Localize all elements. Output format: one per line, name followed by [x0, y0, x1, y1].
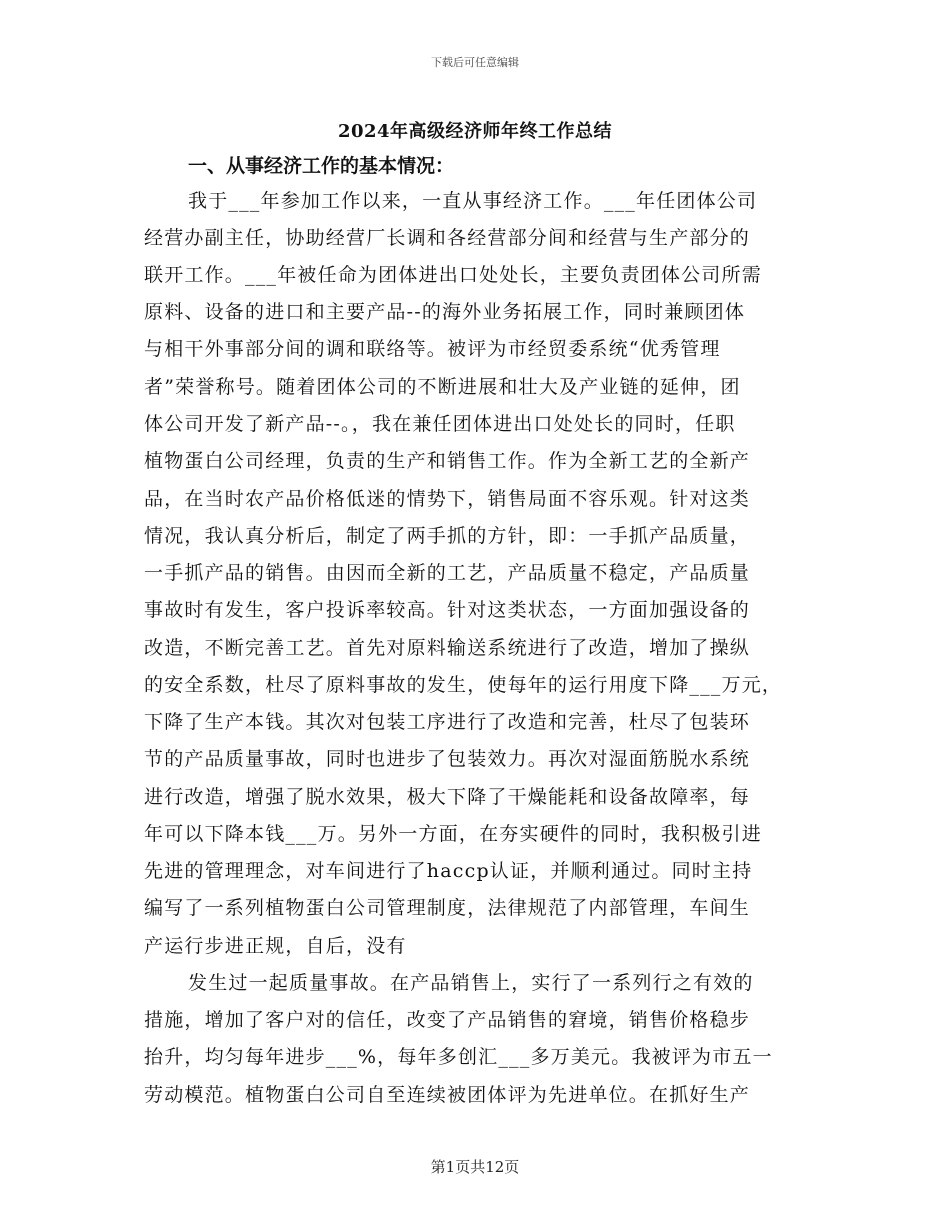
text-line: 下降了生产本钱。其次对包装工序进行了改造和完善，杜尽了包装环	[144, 711, 751, 733]
document-title: 2024年高级经济师年终工作总结	[337, 121, 613, 142]
text-line: 与相干外事部分间的调和联络等。被评为市经贸委系统“优秀管理	[144, 338, 721, 360]
text-line: 改造，不断完善工艺。首先对原料输送系统进行了改造，增加了操纵	[144, 637, 751, 659]
text-line: 情况，我认真分析后，制定了两手抓的方针，即：一手抓产品质量，	[144, 525, 751, 547]
text-line: 经营办副主任，协助经营厂长调和各经营部分间和经营与生产部分的	[144, 227, 751, 249]
text-line: 原料、设备的进口和主要产品--的海外业务拓展工作，同时兼顾团体	[144, 301, 746, 323]
text-line: 发生过一起质量事故。在产品销售上，实行了一系列行之有效的	[188, 972, 754, 994]
text-line: 体公司开发了新产品--。，我在兼任团体进出口处处长的同时，任职	[144, 413, 736, 435]
text-line: 进行改造，增强了脱水效果，极大下降了干燥能耗和设备故障率，每	[144, 786, 751, 808]
text-line: 劳动模范。植物蛋白公司自至连续被团体评为先进单位。在抓好生产	[144, 1084, 751, 1106]
text-line: 先进的管理理念，对车间进行了haccp认证，并顺利通过。同时主持	[144, 860, 753, 882]
page-number: 第1页共12页	[430, 1158, 520, 1176]
text-line: 我于___年参加工作以来，一直从事经济工作。___年任团体公司	[188, 190, 758, 212]
text-line: 编写了一系列植物蛋白公司管理制度，法律规范了内部管理，车间生	[144, 897, 751, 919]
text-line: 植物蛋白公司经理，负责的生产和销售工作。作为全新工艺的全新产	[144, 450, 751, 472]
text-line: 联开工作。___年被任命为团体进出口处处长，主要负责团体公司所需	[144, 264, 762, 286]
text-line: 一手抓产品的销售。由因而全新的工艺，产品质量不稳定，产品质量	[144, 562, 751, 584]
text-line: 者”荣誉称号。随着团体公司的不断进展和壮大及产业链的延伸，团	[144, 376, 741, 398]
page-header-note: 下载后可任意编辑	[431, 56, 519, 69]
text-line: 品，在当时农产品价格低迷的情势下，销售局面不容乐观。针对这类	[144, 488, 751, 510]
text-line: 措施，增加了客户对的信任，改变了产品销售的窘境，销售价格稳步	[144, 1009, 751, 1031]
text-line: 事故时有发生，客户投诉率较高。针对这类状态，一方面加强设备的	[144, 599, 751, 621]
text-line: 节的产品质量事故，同时也进步了包装效力。再次对湿面筋脱水系统	[144, 748, 751, 770]
text-line: 的安全系数，杜尽了原料事故的发生，使每年的运行用度下降___万元，	[144, 674, 783, 696]
text-line: 年可以下降本钱___万。另外一方面，在夯实硬件的同时，我积极引进	[144, 823, 762, 845]
text-line: 产运行步进正规，自后，没有	[144, 935, 407, 957]
section-heading: 一、从事经济工作的基本情况：	[188, 155, 455, 177]
text-line: 抬升，均匀每年进步___%，每年多创汇___多万美元。我被评为市五一	[144, 1046, 773, 1068]
